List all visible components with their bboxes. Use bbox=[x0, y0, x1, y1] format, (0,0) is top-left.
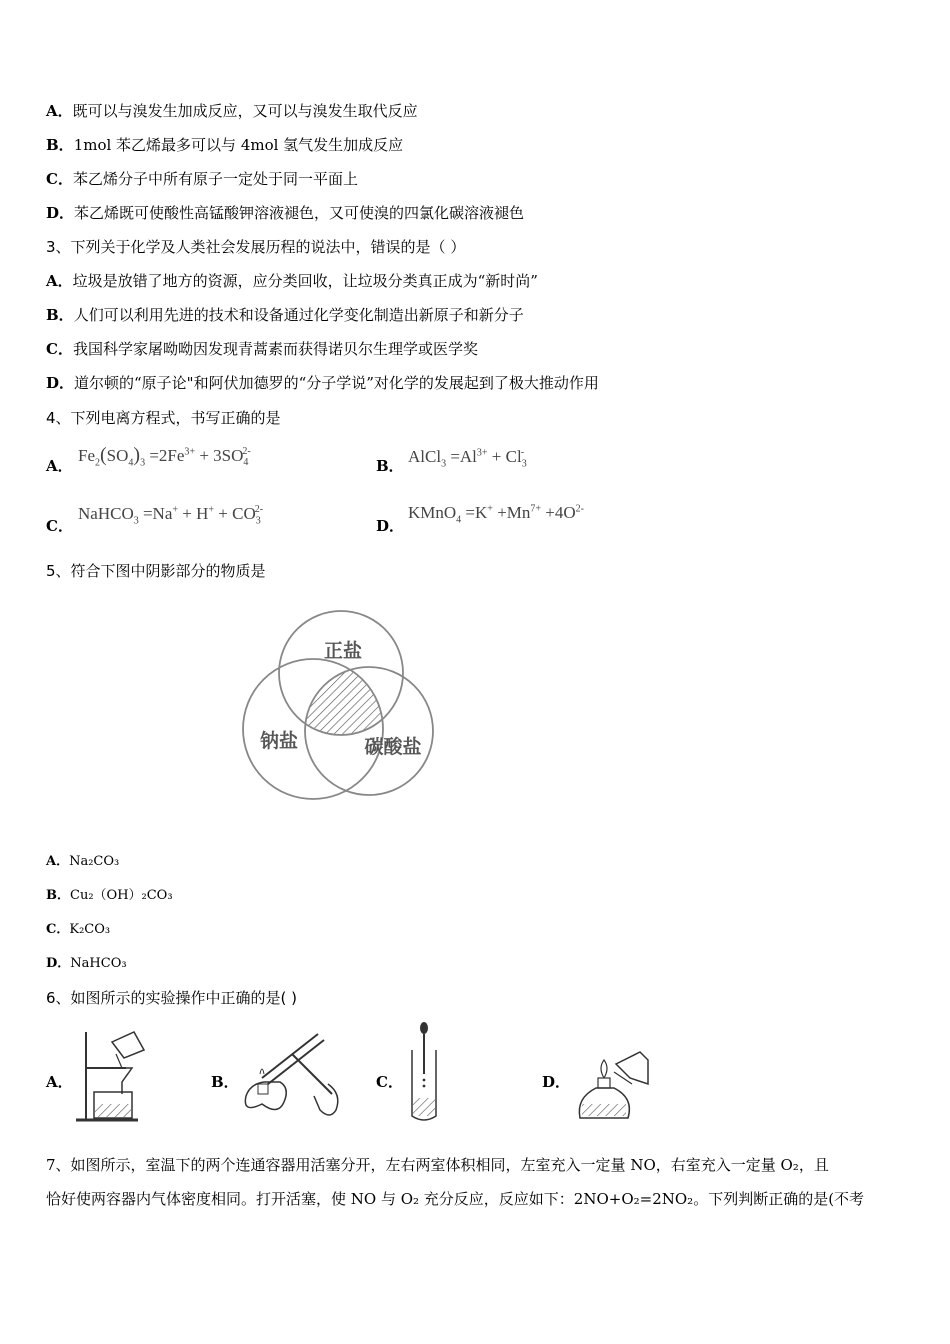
q3-option-d: D．道尔顿的“原子论"和阿伏加德罗的“分子学说”对化学的发展起到了极大推动作用 bbox=[46, 374, 599, 392]
q6-label-c: C． bbox=[376, 1073, 403, 1091]
q3-option-b: B．人们可以利用先进的技术和设备通过化学变化制造出新原子和新分子 bbox=[46, 306, 524, 324]
dropper-test-tube-image bbox=[404, 1020, 444, 1124]
q3-stem: 3、下列关于化学及人类社会发展历程的说法中，错误的是（ ） bbox=[46, 238, 466, 256]
q2-option-b: B．1mol 苯乙烯最多可以与 4mol 氢气发生加成反应 bbox=[46, 136, 404, 154]
venn-label-top: 正盐 bbox=[323, 640, 363, 662]
q2-option-d: D．苯乙烯既可使酸性高锰酸钾溶液褪色，又可使溴的四氯化碳溶液褪色 bbox=[46, 204, 525, 222]
q6-label-a: A． bbox=[46, 1073, 73, 1091]
alcohol-lamp-image bbox=[570, 1024, 654, 1124]
q4-label-c: C． bbox=[46, 517, 73, 535]
q6-label-d: D． bbox=[542, 1073, 571, 1091]
q5-option-d: D．NaHCO₃ bbox=[46, 956, 127, 971]
venn-diagram bbox=[225, 605, 445, 805]
q5-option-a: A．Na₂CO₃ bbox=[46, 854, 120, 869]
q5-option-c: C．K₂CO₃ bbox=[46, 922, 111, 937]
q3-option-a: A．垃圾是放错了地方的资源，应分类回收，让垃圾分类真正成为“新时尚” bbox=[46, 272, 538, 290]
q7-text bbox=[46, 1148, 912, 1216]
q5-stem: 5、符合下图中阴影部分的物质是 bbox=[46, 562, 266, 580]
q4-label-d: D． bbox=[376, 517, 405, 535]
q4-stem: 4、下列电离方程式，书写正确的是 bbox=[46, 409, 281, 427]
venn-label-right: 碳酸盐 bbox=[364, 736, 422, 758]
q2-option-c: C．苯乙烯分子中所有原子一定处于同一平面上 bbox=[46, 170, 358, 188]
q7-line-1: 7、如图所示，室温下的两个连通容器用活塞分开，左右两室体积相同，左室充入一定量 NO，右室充入一定量 O₂，且 bbox=[46, 1156, 829, 1174]
q4-formula-b: AlCl$_3$ $=Al^{3+} + Cl_3^-$ bbox=[408, 447, 527, 470]
venn-label-left: 钠盐 bbox=[259, 730, 299, 752]
q4-formula-d: KMnO$_4$ $=K^+ +Mn^{7+} +4O^{2-}$ bbox=[408, 503, 584, 526]
q4-label-a: A． bbox=[46, 457, 73, 475]
q2-option-a: A．既可以与溴发生加成反应，又可以与溴发生取代反应 bbox=[46, 102, 418, 120]
q4-formula-a: $Fe_2(SO_4)_3 =2Fe^{3+} + 3SO_4^{2-}$ bbox=[78, 444, 251, 469]
q4-formula-c: NaHCO$_3$ $=Na^+ + H^+ + CO_3^{2-}$ bbox=[78, 504, 264, 527]
q5-option-b: B．Cu₂（OH）₂CO₃ bbox=[46, 888, 173, 903]
q3-option-c: C．我国科学家屠呦呦因发现青蒿素而获得诺贝尔生理学或医学奖 bbox=[46, 340, 478, 358]
q7-line-2: 恰好使两容器内气体密度相同。打开活塞，使 NO 与 O₂ 充分反应，反应如下：2NO+O₂=2NO₂。下列判断正确的是(不考 bbox=[46, 1190, 865, 1208]
q6-stem: 6、如图所示的实验操作中正确的是( ) bbox=[46, 989, 298, 1007]
test-tube-heating-image bbox=[232, 1024, 350, 1124]
q4-label-b: B． bbox=[376, 457, 404, 475]
filtration-apparatus-image bbox=[72, 1024, 162, 1124]
q6-label-b: B． bbox=[211, 1073, 239, 1091]
